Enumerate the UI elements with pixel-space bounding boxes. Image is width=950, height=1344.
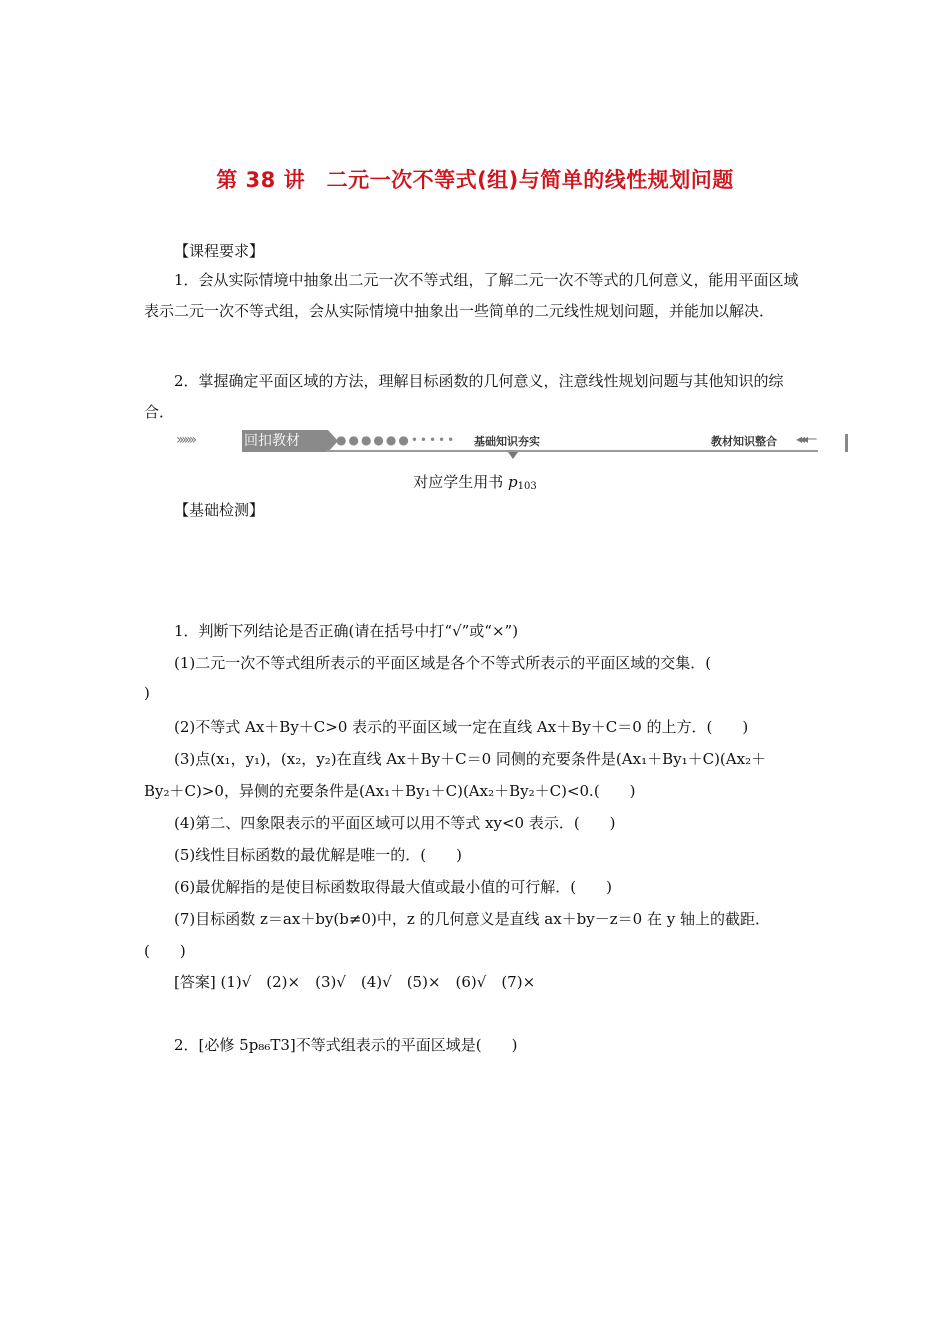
statement-3-line-1: (3)点(x₁，y₁)，(x₂，y₂)在直线 Ax＋By＋C＝0 同侧的充要条件是(Ax₁＋By₁＋C)(Ax₂＋ <box>174 750 767 768</box>
page-title: 第 38 讲 二元一次不等式(组)与简单的线性规划问题 <box>216 168 734 192</box>
statement-1-tail: ) <box>144 684 150 702</box>
statement-1: (1)二元一次不等式组所表示的平面区域是各个不等式所表示的平面区域的交集．( <box>174 654 712 672</box>
section-banner <box>176 430 848 454</box>
statement-5: (5)线性目标函数的最优解是唯一的．( ) <box>174 846 462 864</box>
banner-right-label: 教材知识整合 <box>711 435 777 448</box>
pointer-triangle-icon <box>508 452 518 459</box>
banner-tag: 回扣教材 <box>242 430 328 452</box>
reference-page-number: 103 <box>517 481 537 492</box>
course-requirement-1: 1．会从实际情境中抽象出二元一次不等式组，了解二元一次不等式的几何意义，能用平面区域表示二元一次不等式组，会从实际情境中抽象出一些简单的二元线性规划问题，并能加以解决． <box>144 271 799 320</box>
course-requirement-2: 2．掌握确定平面区域的方法，理解目标函数的几何意义，注意线性规划问题与其他知识的综合． <box>144 372 784 421</box>
statement-2: (2)不等式 Ax＋By＋C>0 表示的平面区域一定在直线 Ax＋By＋C＝0 的上方．( ) <box>174 718 749 736</box>
question-2: 2．[必修 5p₈₆T3]不等式组表示的平面区域是( ) <box>174 1036 518 1054</box>
banner-center-label: 基础知识夯实 <box>474 435 540 448</box>
banner-rule <box>326 450 818 452</box>
statement-7-line-1: (7)目标函数 z＝ax＋by(b≠0)中，z 的几何意义是直线 ax＋by－z＝0 在 y 轴上的截距． <box>174 910 770 928</box>
dots-decoration-icon: ●●●●●●••••• <box>336 433 457 447</box>
banner-end-bar <box>845 434 848 452</box>
statement-4: (4)第二、四象限表示的平面区域可以用不等式 xy<0 表示．( ) <box>174 814 616 832</box>
reference-page-prefix: p <box>508 473 518 491</box>
chevron-arrows-icon: ››››››› <box>176 432 195 448</box>
statement-7-line-2: ( ) <box>144 942 186 960</box>
reference-line <box>0 471 950 492</box>
reference-text: 对应学生用书 <box>413 473 509 491</box>
basic-test-heading: 【基础检测】 <box>174 501 265 519</box>
statement-6: (6)最优解指的是使目标函数取得最大值或最小值的可行解．( ) <box>174 878 612 896</box>
answer-line: [答案] (1)√ (2)× (3)√ (4)√ (5)× (6)√ (7)× <box>174 973 536 991</box>
course-requirements-heading: 【课程要求】 <box>174 242 265 260</box>
question-1-intro: 1．判断下列结论是否正确(请在括号中打“√”或“×”) <box>174 622 519 640</box>
left-arrows-icon: ◂◂◂── <box>796 432 814 446</box>
statement-3-line-2: By₂＋C)>0，异侧的充要条件是(Ax₁＋By₁＋C)(Ax₂＋By₂＋C)<0.( ) <box>144 782 636 800</box>
